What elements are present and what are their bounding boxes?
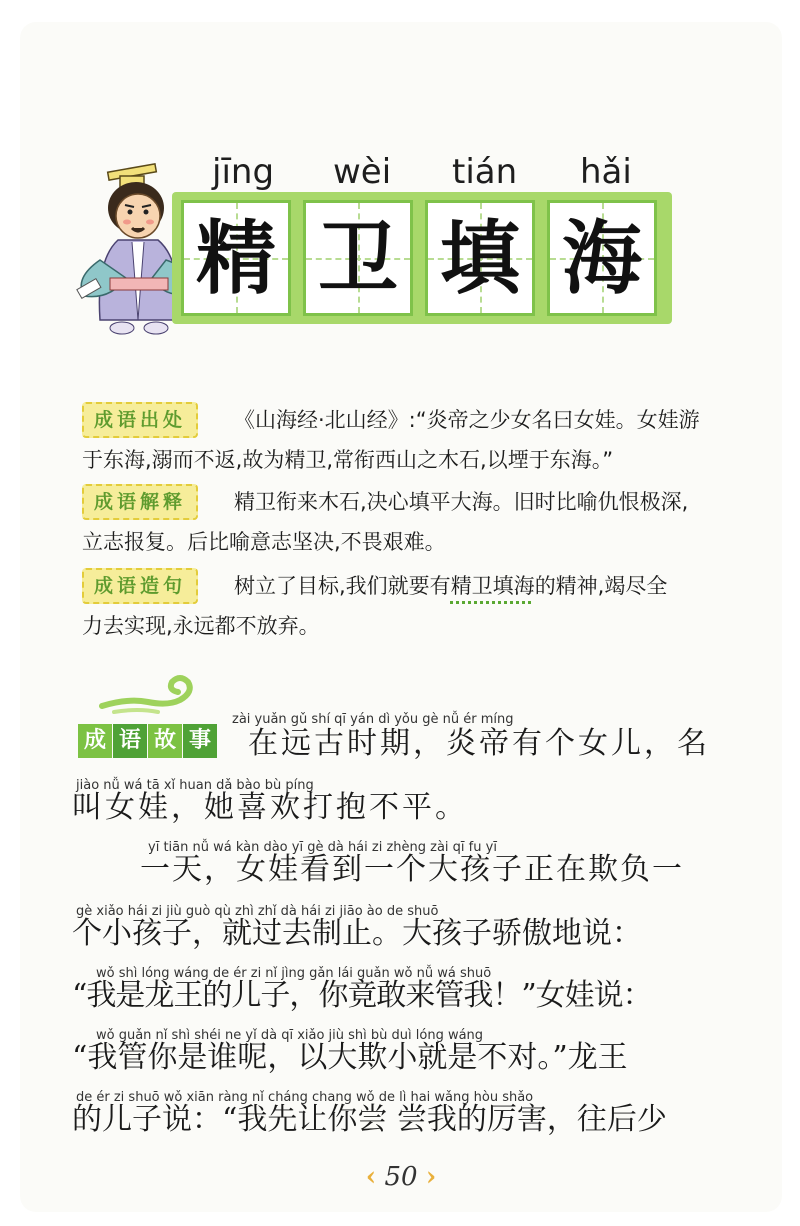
- title-box-4: [547, 200, 657, 316]
- meaning-paragraph: [82, 482, 738, 562]
- title-frame: [172, 192, 672, 324]
- right-arrow-icon: ›: [425, 1162, 437, 1192]
- story-line-2: 叫女娃，她喜欢打抱不平。: [72, 790, 468, 825]
- meaning-label: 成语解释: [82, 484, 198, 520]
- cloud-swirl-icon: [98, 672, 208, 718]
- example-label: 成语造句: [82, 568, 198, 604]
- title-pinyin-1: jīng: [212, 152, 275, 192]
- story-pinyin-6: wǒ guǎn nǐ shì shéi ne yǐ dà qī xiǎo jiù shì bù duì lóng wáng: [96, 1028, 484, 1043]
- story-line-6: “我管你是谁呢，以大欺小就是不对。”龙王: [72, 1040, 628, 1075]
- meaning-line-2: 立志报复。后比喻意志坚决,不畏艰难。: [82, 530, 446, 554]
- source-line-2: 于东海,溺而不返,故为精卫,常衔西山之木石,以堙于东海。”: [82, 448, 614, 472]
- story-pinyin-3: yī tiān nǚ wá kàn dào yī gè dà hái zi zhèng zài qī fu yī: [148, 840, 497, 855]
- story-line-5: “我是龙王的儿子，你竟敢来管我！”女娃说：: [72, 978, 652, 1013]
- story-line-7: 的儿子说：“我先让你尝 尝我的厉害，往后少: [72, 1102, 667, 1137]
- story-pinyin-4: gè xiǎo hái zi jiù guò qù zhì zhǐ dà hái zi jiāo ào de shuō: [76, 904, 439, 919]
- title-char-1: 精: [196, 212, 276, 305]
- story-badge: [78, 724, 218, 758]
- example-line-1-pre: 树立了目标,我们就要有: [234, 574, 451, 598]
- example-emphasis: 精卫填海: [450, 574, 535, 598]
- title-box-2: [303, 200, 413, 316]
- story-line-3: 一天，女娃看到一个大孩子正在欺负一: [140, 852, 684, 887]
- story-pinyin-5: wǒ shì lóng wáng de ér zi nǐ jìng gǎn lái guǎn wǒ nǚ wá shuō: [96, 966, 492, 981]
- title-char-2: 卫: [318, 212, 398, 305]
- title-char-3: 填: [440, 212, 520, 305]
- title-pinyin-3: tián: [452, 152, 518, 192]
- example-line-2: 力去实现,永远都不放弃。: [82, 614, 320, 638]
- story-pinyin-7: de ér zi shuō wǒ xiān ràng nǐ cháng chang wǒ de lì hai wǎng hòu shǎo: [76, 1090, 534, 1105]
- page: [20, 22, 782, 1212]
- example-paragraph: [82, 566, 738, 646]
- story-badge-char-2: 语: [113, 724, 147, 758]
- title-pinyin-4: hǎi: [580, 152, 632, 192]
- title-box-3: [425, 200, 535, 316]
- meaning-line-1: 精卫衔来木石,决心填平大海。旧时比喻仇恨极深,: [234, 490, 689, 514]
- source-paragraph: [82, 400, 738, 480]
- story-badge-char-4: 事: [183, 724, 217, 758]
- title-char-4: 海: [562, 212, 642, 305]
- source-line-1: 《山海经·北山经》:“炎帝之少女名曰女娃。女娃游: [234, 408, 700, 432]
- story-line-1: 在远古时期，炎帝有个女儿，名: [248, 726, 710, 761]
- page-number: [20, 1162, 782, 1192]
- page-number-value: 50: [384, 1162, 418, 1192]
- story-badge-char-1: 成: [78, 724, 112, 758]
- source-label: 成语出处: [82, 402, 198, 438]
- title-pinyin-2: wèi: [333, 152, 392, 192]
- story-badge-char-3: 故: [148, 724, 182, 758]
- story-line-4: 个小孩子，就过去制止。大孩子骄傲地说：: [72, 916, 642, 951]
- left-arrow-icon: ‹: [365, 1162, 377, 1192]
- story-pinyin-2: jiào nǚ wá tā xǐ huan dǎ bào bù píng: [76, 778, 314, 793]
- example-line-1-post: 的精神,竭尽全: [534, 574, 668, 598]
- title-box-1: [181, 200, 291, 316]
- story-pinyin-1: zài yuǎn gǔ shí qī yán dì yǒu gè nǚ ér míng: [232, 712, 514, 727]
